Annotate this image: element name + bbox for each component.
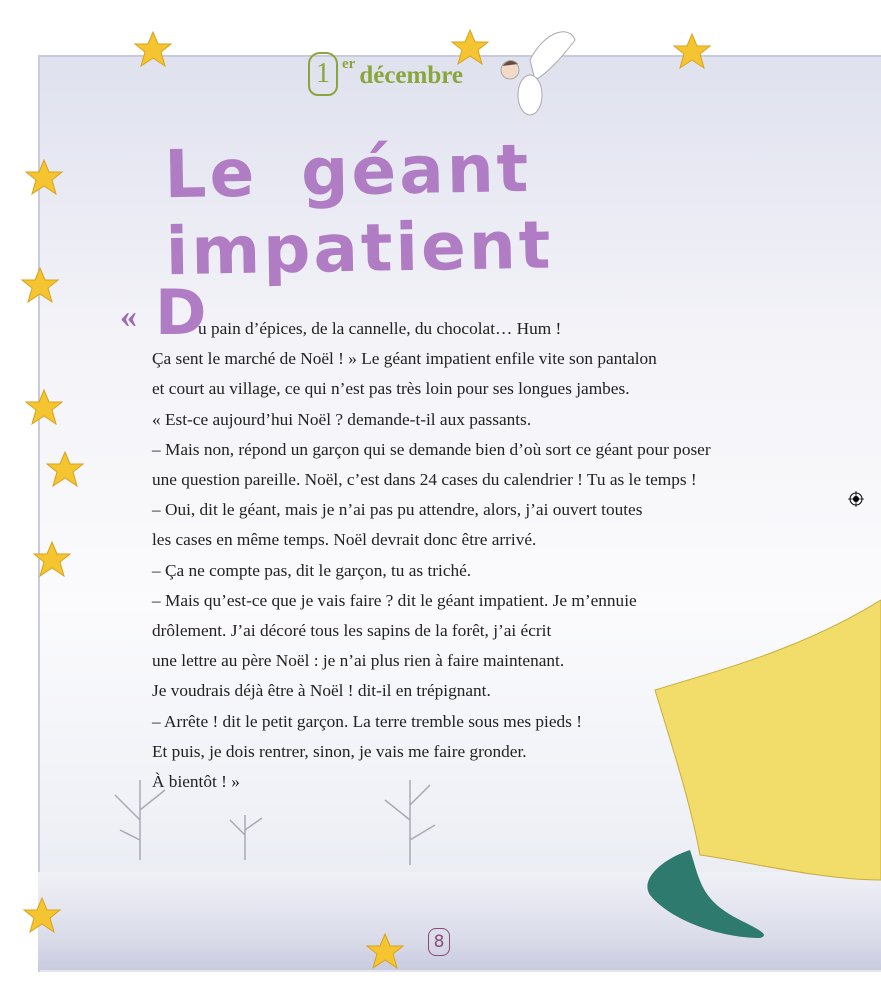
text-line: les cases en même temps. Noël devrait donc être arrivé. (152, 530, 537, 550)
star-icon (674, 34, 710, 68)
page-number: 8 (428, 928, 450, 956)
text-line: Et puis, je dois rentrer, sinon, je vais me faire gronder. (152, 741, 527, 761)
text-line: et court au village, ce qui n’est pas très loin pour ses longues jambes. (152, 379, 630, 399)
month-label: décembre (359, 62, 463, 89)
text-line: Je voudrais déjà être à Noël ! dit-il en trépignant. (152, 681, 491, 701)
drop-cap: D (155, 276, 207, 349)
text-line: – Oui, dit le géant, mais je n’ai pas pu attendre, alors, j’ai ouvert toutes (152, 500, 643, 520)
day-number: 1 (308, 52, 338, 96)
date-heading (308, 52, 463, 96)
opening-quote: « (120, 298, 137, 335)
star-icon (34, 542, 70, 576)
registration-mark-icon (848, 491, 864, 507)
day-suffix: er (342, 56, 356, 72)
star-icon (47, 452, 83, 486)
text-line: « Est-ce aujourd’hui Noël ? demande-t-il aux passants. (152, 409, 532, 429)
text-line: – Arrête ! dit le petit garçon. La terre tremble sous mes pieds ! (152, 711, 582, 731)
star-icon (24, 898, 60, 932)
star-icon (367, 934, 403, 968)
star-icon (26, 160, 62, 194)
text-line: À bientôt ! » (152, 772, 240, 792)
text-line: drôlement. J’ai décoré tous les sapins de la forêt, j’ai écrit (152, 621, 552, 641)
star-icon (22, 268, 58, 302)
star-icon (135, 32, 171, 66)
text-line: – Mais non, répond un garçon qui se demande bien d’où sort ce géant pour poser (152, 439, 711, 459)
story-text (152, 314, 711, 797)
text-line: une question pareille. Noël, c’est dans 24 cases du calendrier ! Tu as le temps ! (152, 470, 697, 490)
story-title: Le géant impatient (163, 129, 554, 291)
angel-icon (501, 32, 575, 115)
text-line: – Mais qu’est-ce que je vais faire ? dit le géant impatient. Je m’ennuie (152, 590, 637, 610)
text-line: u pain d’épices, de la cannelle, du chocolat… Hum ! (198, 319, 562, 338)
text-line: Ça sent le marché de Noël ! » Le géant impatient enfile vite son pantalon (152, 349, 657, 369)
star-icon (26, 390, 62, 424)
text-line: une lettre au père Noël : je n’ai plus rien à faire maintenant. (152, 651, 565, 671)
text-line: – Ça ne compte pas, dit le garçon, tu as triché. (152, 560, 472, 580)
